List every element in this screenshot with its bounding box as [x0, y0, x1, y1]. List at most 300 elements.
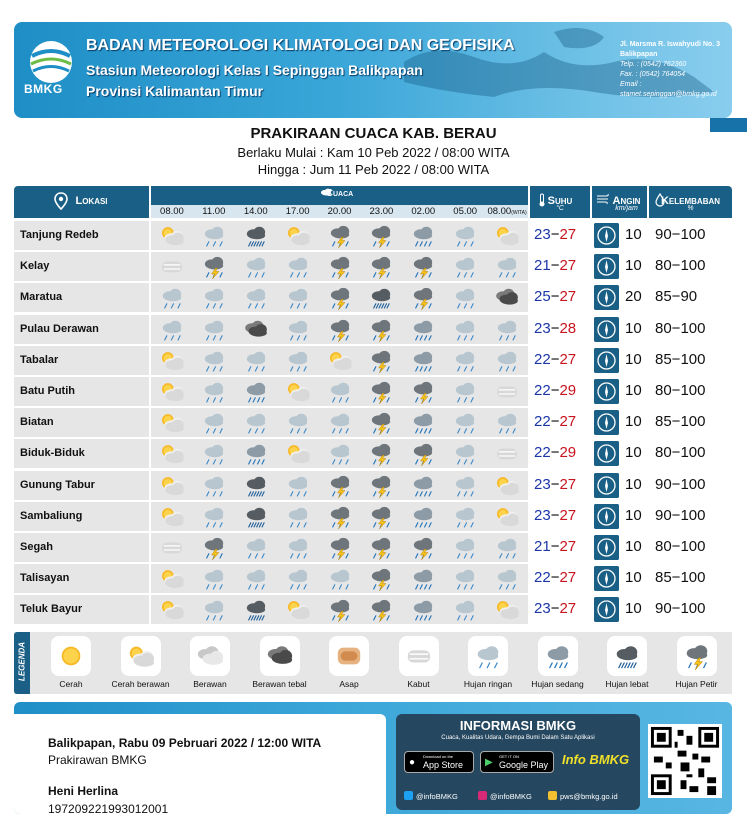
temperature-cell: 22−27: [530, 564, 590, 593]
weather-cells: [151, 346, 528, 375]
location-name: Tanjung Redeb: [20, 229, 99, 241]
temp-max: 28: [559, 319, 577, 337]
google-play-button[interactable]: ▶ GET IT ON Google Play: [480, 751, 554, 773]
temp-min: 23: [534, 600, 551, 618]
weather-cell: [360, 502, 402, 531]
weather-cell: [486, 502, 528, 531]
weather-cell: [444, 377, 486, 406]
header-banner: [14, 22, 732, 118]
cerah-berawan-icon: [285, 223, 311, 248]
hujan-petir-icon: [368, 504, 394, 529]
weather-cell: [486, 471, 528, 500]
weather-cell: [360, 315, 402, 344]
table-row: [14, 471, 732, 500]
location-name: Sambaliung: [20, 509, 83, 522]
hujan-ringan-icon: [285, 504, 311, 529]
temp-min: 21: [534, 538, 551, 555]
weather-cell: [235, 502, 277, 531]
hujan-petir-icon: [368, 473, 394, 498]
cerah-berawan-icon: [159, 223, 185, 248]
weather-cells: [151, 377, 528, 406]
forecaster-name: Heni Herlina: [48, 784, 119, 798]
humidity-cell: [649, 315, 732, 344]
temperature-cell: 23−28: [530, 315, 590, 344]
hujan-petir-icon: [201, 254, 227, 279]
legend-item: [590, 636, 664, 689]
weather-cells: [151, 283, 528, 312]
location-cell: [14, 439, 149, 468]
humidity-value: 80−100: [655, 444, 706, 462]
wind-cell: [592, 252, 647, 281]
table-row: [14, 377, 732, 406]
hujan-ringan-icon: [201, 348, 227, 373]
hujan-petir-icon: [368, 379, 394, 404]
weather-cell: [402, 439, 444, 468]
weather-cell: [444, 564, 486, 593]
hujan-ringan-icon: [285, 410, 311, 435]
hujan-lebat-icon: [243, 504, 269, 529]
hujan-petir-icon: [368, 223, 394, 248]
weather-cell: [151, 595, 193, 624]
wind-direction-icon: [594, 504, 619, 529]
hujan-ringan-icon: [452, 441, 478, 466]
weather-cell: [319, 533, 361, 562]
weather-cell: [151, 471, 193, 500]
hujan-petir-icon: [201, 535, 227, 560]
forecaster-nip: 197209221993012001: [48, 802, 169, 814]
humidity-value: 90−100: [655, 475, 706, 493]
weather-cell: [151, 533, 193, 562]
weather-cell: [360, 595, 402, 624]
weather-cell: [444, 471, 486, 500]
legend-item: [312, 636, 386, 689]
hujan-ringan-icon: [327, 410, 353, 435]
weather-cell: [402, 377, 444, 406]
wind-cell: [592, 377, 647, 406]
hujan-ringan-icon: [201, 223, 227, 248]
wind-cell: [592, 471, 647, 500]
twitter-link[interactable]: @infoBMKG: [404, 791, 458, 801]
weather-cell: [193, 533, 235, 562]
wind-speed: 10: [625, 319, 642, 337]
weather-cell: [402, 471, 444, 500]
play-icon: ▶: [485, 757, 493, 768]
humidity-value: 80−100: [655, 382, 706, 399]
hujan-sedang-icon: [410, 317, 436, 342]
weather-cell: [193, 315, 235, 344]
weather-cell: [486, 408, 528, 437]
legend-item: [34, 636, 108, 689]
weather-cell: [444, 502, 486, 531]
berawan-icon: [196, 642, 224, 670]
location-name: Talisayan: [20, 572, 70, 585]
wind-speed: 10: [625, 569, 642, 587]
cerah-berawan-icon: [494, 504, 520, 529]
weather-cell: [277, 377, 319, 406]
hujan-petir-icon: [368, 254, 394, 279]
wind-direction-icon: [594, 348, 619, 373]
cerah-berawan-icon: [159, 504, 185, 529]
location-cell: [14, 283, 149, 312]
kabut-icon: [405, 642, 433, 670]
wind-speed: 10: [625, 444, 642, 462]
hujan-ringan-icon: [285, 566, 311, 591]
table-row: [14, 283, 732, 312]
legend-item: [660, 636, 734, 689]
weather-cell: [319, 408, 361, 437]
weather-cell: [277, 564, 319, 593]
hujan-ringan-icon: [285, 285, 311, 310]
hujan-sedang-icon: [410, 504, 436, 529]
legend-label: Berawan tebal: [252, 679, 307, 689]
location-cell: [14, 346, 149, 375]
col-header-suhu: Suhu °C: [530, 186, 590, 218]
weather-cell: [277, 439, 319, 468]
wind-direction-icon: [594, 223, 619, 248]
weather-cell: [235, 252, 277, 281]
cerah-berawan-icon: [159, 348, 185, 373]
humidity-cell: [649, 408, 732, 437]
location-cell: [14, 533, 149, 562]
cerah-berawan-icon: [494, 473, 520, 498]
location-cell: [14, 502, 149, 531]
wind-cell: [592, 533, 647, 562]
hujan-sedang-icon: [410, 223, 436, 248]
hujan-ringan-icon: [327, 566, 353, 591]
weather-cell: [151, 408, 193, 437]
hujan-ringan-icon: [159, 285, 185, 310]
instagram-link[interactable]: @infoBMKG: [478, 791, 532, 801]
hujan-ringan-icon: [452, 504, 478, 529]
temperature-cell: 23−27: [530, 221, 590, 250]
legend-label: Hujan Petir: [675, 679, 718, 689]
email-icon: [548, 791, 557, 800]
humidity-cell: [649, 595, 732, 624]
weather-cell: [193, 252, 235, 281]
hujan-sedang-icon: [243, 441, 269, 466]
hujan-petir-icon: [368, 441, 394, 466]
humidity-value: 90−100: [655, 600, 706, 618]
time-label: 08.00: [160, 206, 184, 217]
temperature-cell: 23−27: [530, 595, 590, 624]
hujan-petir-icon: [368, 535, 394, 560]
weather-cell: [277, 595, 319, 624]
berawan-tebal-icon: [243, 317, 269, 342]
humidity-value: 85−100: [655, 569, 706, 587]
wind-speed: 10: [625, 413, 642, 431]
temp-min: 22: [534, 413, 551, 431]
weather-cell: [235, 471, 277, 500]
weather-cell: [151, 564, 193, 593]
weather-cell: [193, 377, 235, 406]
location-cell: [14, 564, 149, 593]
hujan-ringan-icon: [201, 410, 227, 435]
issue-date: Balikpapan, Rabu 09 Pebruari 2022 / 12:00 WITA: [48, 736, 322, 750]
hujan-ringan-icon: [243, 535, 269, 560]
weather-cell: [319, 252, 361, 281]
valid-from: Berlaku Mulai : Kam 10 Peb 2022 / 08:00 WITA: [237, 145, 510, 160]
hujan-lebat-icon: [243, 223, 269, 248]
weather-cell: [277, 283, 319, 312]
cerah-berawan-icon: [159, 379, 185, 404]
hujan-petir-icon: [410, 285, 436, 310]
hujan-ringan-icon: [494, 410, 520, 435]
hujan-ringan-icon: [474, 642, 502, 670]
col-header-angin: Angin km/jam: [592, 186, 647, 218]
location-cell: [14, 221, 149, 250]
weather-cell: [319, 346, 361, 375]
weather-cell: [402, 408, 444, 437]
hujan-ringan-icon: [452, 285, 478, 310]
humidity-value: 90−100: [655, 226, 706, 243]
hujan-petir-icon: [410, 379, 436, 404]
valid-to: Hingga : Jum 11 Peb 2022 / 08:00 WITA: [257, 162, 490, 177]
location-name: Batu Putih: [20, 385, 75, 397]
hujan-petir-icon: [327, 504, 353, 529]
wind-cell: [592, 283, 647, 312]
weather-cell: [151, 221, 193, 250]
hujan-ringan-icon: [452, 348, 478, 373]
weather-cell: [193, 471, 235, 500]
weather-cell: [486, 564, 528, 593]
weather-cell: [486, 533, 528, 562]
location-name: Biatan: [20, 416, 54, 429]
hujan-ringan-icon: [452, 597, 478, 622]
hujan-ringan-icon: [285, 473, 311, 498]
weather-cell: [444, 439, 486, 468]
weather-cell: [360, 346, 402, 375]
weather-cell: [402, 564, 444, 593]
humidity-cell: [649, 346, 732, 375]
email-link[interactable]: pws@bmkg.go.id: [548, 791, 618, 801]
temperature-cell: 21−27: [530, 533, 590, 562]
legend-label: Hujan sedang: [531, 679, 584, 689]
col-header-kelembaban: Kelembaban %: [649, 186, 732, 218]
weather-cell: [193, 595, 235, 624]
info-bmkg-brand: Info BMKG: [562, 752, 630, 767]
temp-max: 27: [559, 257, 577, 275]
hujan-ringan-icon: [285, 254, 311, 279]
hujan-lebat-icon: [368, 285, 394, 310]
cerah-berawan-icon: [285, 597, 311, 622]
temperature-cell: 23−27: [530, 502, 590, 531]
weather-cell: [193, 346, 235, 375]
kabut-icon: [494, 379, 520, 404]
hujan-sedang-icon: [410, 566, 436, 591]
table-row: [14, 221, 732, 250]
location-name: Biduk-Biduk: [20, 447, 85, 460]
time-label: 02.00: [411, 206, 436, 217]
weather-cell: [444, 533, 486, 562]
weather-cells: [151, 595, 528, 624]
weather-cell: [235, 533, 277, 562]
weather-cell: [319, 439, 361, 468]
station-name: Stasiun Meteorologi Kelas I Sepinggan Balikpapan: [86, 62, 423, 78]
instagram-icon: [478, 791, 487, 800]
hujan-petir-icon: [368, 597, 394, 622]
location-name: Pulau Derawan: [20, 322, 99, 335]
hujan-petir-icon: [368, 410, 394, 435]
weather-cell: [402, 221, 444, 250]
wind-direction-icon: [594, 317, 619, 342]
weather-cell: [235, 595, 277, 624]
table-row: [14, 346, 732, 375]
hujan-petir-icon: [327, 285, 353, 310]
location-cell: [14, 471, 149, 500]
berawan-tebal-icon: [266, 642, 294, 670]
temp-min: 23: [534, 319, 551, 337]
humidity-cell: [649, 533, 732, 562]
hujan-petir-icon: [368, 348, 394, 373]
hujan-ringan-icon: [494, 317, 520, 342]
hujan-petir-icon: [410, 254, 436, 279]
humidity-value: 80−100: [655, 257, 706, 275]
legend-label: Asap: [339, 679, 359, 689]
wind-direction-icon: [594, 473, 619, 498]
wind-cell: [592, 564, 647, 593]
hujan-ringan-icon: [243, 254, 269, 279]
hujan-ringan-icon: [201, 504, 227, 529]
hujan-ringan-icon: [452, 379, 478, 404]
humidity-cell: [649, 221, 732, 250]
hujan-sedang-icon: [410, 348, 436, 373]
hujan-petir-icon: [327, 317, 353, 342]
weather-cell: [319, 283, 361, 312]
weather-cell: [444, 315, 486, 344]
weather-cells: [151, 502, 528, 531]
weather-cell: [193, 283, 235, 312]
weather-cell: [402, 533, 444, 562]
weather-cell: [402, 252, 444, 281]
hujan-ringan-icon: [494, 348, 520, 373]
weather-cell: [151, 439, 193, 468]
weather-cell: [277, 346, 319, 375]
hujan-ringan-icon: [201, 285, 227, 310]
page-title: PRAKIRAAN CUACA KAB. BERAU: [250, 125, 497, 142]
wind-direction-icon: [594, 410, 619, 435]
temp-max: 27: [559, 506, 577, 524]
location-cell: [14, 315, 149, 344]
hujan-petir-icon: [327, 254, 353, 279]
wind-cell: [592, 595, 647, 624]
weather-cell: [193, 564, 235, 593]
cerah-berawan-icon: [494, 223, 520, 248]
weather-cell: [360, 533, 402, 562]
weather-cell: [193, 502, 235, 531]
agency-title: BADAN METEOROLOGI KLIMATOLOGI DAN GEOFISIKA: [86, 37, 515, 54]
humidity-cell: [649, 471, 732, 500]
hujan-lebat-icon: [613, 642, 641, 670]
weather-cell: [235, 564, 277, 593]
hujan-ringan-icon: [452, 410, 478, 435]
weather-cell: [486, 252, 528, 281]
weather-cell: [151, 283, 193, 312]
table-row: [14, 315, 732, 344]
weather-cells: [151, 564, 528, 593]
temp-min: 22: [534, 444, 551, 462]
time-label: 14.00: [243, 206, 268, 217]
hujan-sedang-icon: [410, 597, 436, 622]
weather-cell: [444, 283, 486, 312]
apple-icon: ●: [409, 757, 416, 768]
weather-cell: [151, 502, 193, 531]
hujan-lebat-icon: [243, 597, 269, 622]
wind-direction-icon: [594, 597, 619, 622]
hujan-sedang-icon: [410, 410, 436, 435]
wind-speed: 10: [625, 600, 642, 618]
hujan-petir-icon: [368, 566, 394, 591]
time-label: 20.00: [327, 206, 352, 217]
humidity-value: 80−100: [655, 538, 706, 555]
humidity-value: 85−90: [655, 288, 698, 306]
wind-speed: 10: [625, 538, 642, 555]
footer: [14, 702, 732, 814]
hujan-ringan-icon: [285, 317, 311, 342]
wind-direction-icon: [594, 441, 619, 466]
legend-label: Cerah berawan: [111, 679, 170, 689]
temp-min: 23: [534, 475, 551, 493]
weather-cell: [360, 221, 402, 250]
time-header: [151, 205, 528, 218]
hujan-ringan-icon: [201, 473, 227, 498]
hujan-ringan-icon: [243, 285, 269, 310]
cerah-icon: [57, 642, 85, 670]
kabut-icon: [159, 254, 185, 279]
hujan-ringan-icon: [201, 379, 227, 404]
location-name: Segah: [20, 541, 54, 553]
weather-cells: [151, 533, 528, 562]
weather-cell: [486, 346, 528, 375]
hujan-petir-icon: [327, 473, 353, 498]
weather-cell: [360, 283, 402, 312]
temp-max: 27: [559, 350, 577, 368]
legend-label: Hujan lebat: [605, 679, 649, 689]
temp-max: 27: [559, 475, 577, 493]
location-name: Maratua: [20, 291, 63, 304]
weather-cell: [402, 315, 444, 344]
hujan-ringan-icon: [243, 410, 269, 435]
weather-cell: [402, 283, 444, 312]
temp-min: 23: [534, 226, 551, 243]
legend: [14, 632, 732, 694]
location-cell: [14, 252, 149, 281]
location-name: Teluk Bayur: [20, 603, 83, 616]
wind-direction-icon: [594, 566, 619, 591]
wind-speed: 10: [625, 506, 642, 524]
logo-text: BMKG: [24, 82, 63, 96]
weather-cell: [360, 564, 402, 593]
hujan-petir-icon: [327, 597, 353, 622]
humidity-cell: [649, 502, 732, 531]
table-row: [14, 564, 732, 593]
temperature-cell: 22−29: [530, 439, 590, 468]
temperature-cell: 21−27: [530, 252, 590, 281]
humidity-value: 80−100: [655, 319, 706, 337]
table-row: [14, 595, 732, 624]
app-store-button[interactable]: ● Download on the App Store: [404, 751, 474, 773]
hujan-ringan-icon: [452, 254, 478, 279]
hujan-lebat-icon: [243, 473, 269, 498]
time-label: 05.00: [453, 206, 478, 217]
weather-cells: [151, 439, 528, 468]
time-label: 11.00: [202, 206, 226, 217]
hujan-petir-icon: [410, 535, 436, 560]
hujan-ringan-icon: [494, 566, 520, 591]
location-name: Kelay: [20, 260, 50, 273]
cerah-berawan-icon: [159, 441, 185, 466]
hujan-ringan-icon: [452, 566, 478, 591]
legend-label: Berawan: [193, 679, 227, 689]
